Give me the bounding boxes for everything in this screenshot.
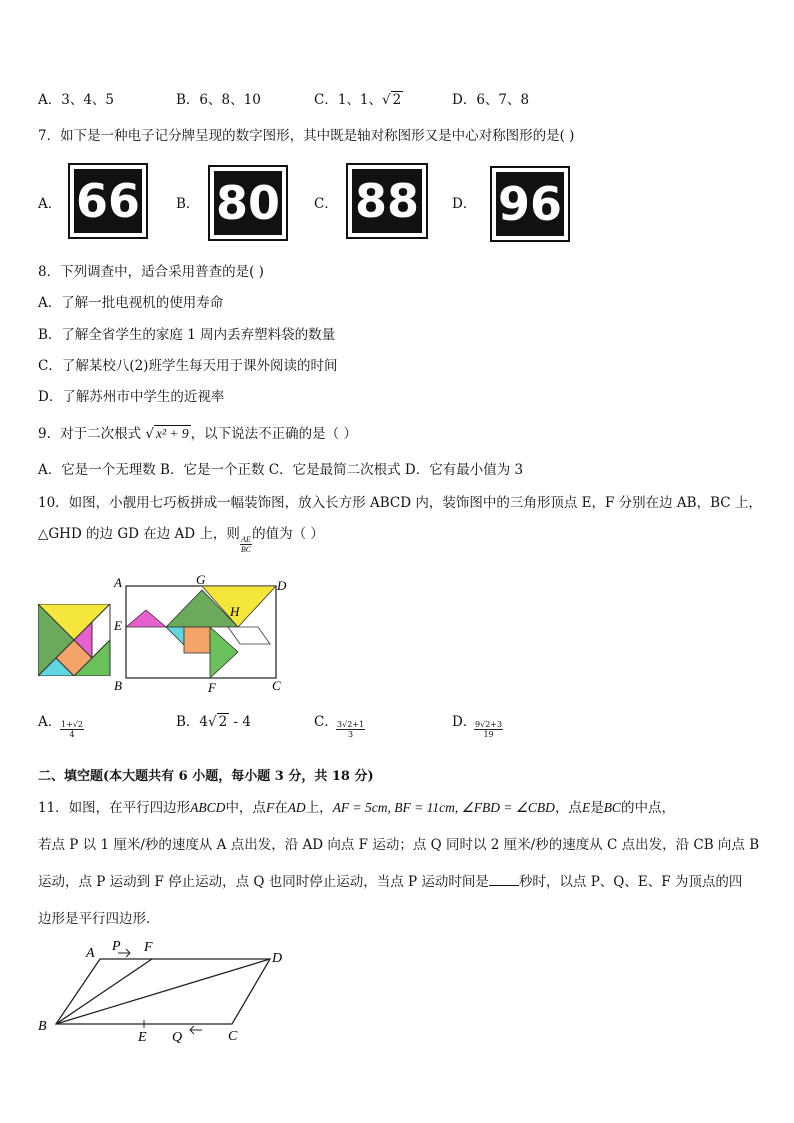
q7-stem: 7．如下是一种电子记分牌呈现的数字图形，其中既是轴对称图形又是中心对称图形的是( ) (38, 128, 575, 144)
q7-option-a-digits: 66 (75, 174, 140, 228)
q11-line3-a: 运动，点 P 运动到 F 停止运动，点 Q 也同时停止运动，当点 P 运动时间是 (38, 874, 489, 890)
q10-option-a-label: A． (38, 714, 62, 730)
label-e: E (114, 618, 122, 633)
q10-tangram-square (38, 604, 112, 676)
q11-f: F (265, 800, 275, 815)
label-g: G (196, 572, 206, 587)
label-c: C (228, 1029, 238, 1044)
q9-stem-suffix: ，以下说法不正确的是（ ） (190, 426, 357, 442)
decor-cyan-triangle (166, 627, 184, 645)
q11-line1-b: 中，点 (225, 800, 266, 816)
q10-option-d-den: 19 (483, 730, 494, 739)
q11-answer-blank[interactable] (489, 873, 519, 886)
q10-fraction (240, 535, 252, 554)
q11-line3 (38, 870, 742, 890)
q10-option-b-radicand: 2 (218, 714, 228, 730)
q10-option-a-num: 1+√2 (61, 720, 83, 729)
label-d: D (277, 578, 287, 593)
q10-option-d-frac (474, 720, 503, 739)
label-e: E (138, 1030, 147, 1045)
segment-bf (56, 959, 152, 1024)
q6-option-c (314, 88, 403, 108)
q6-option-c-radicand: 2 (392, 92, 402, 108)
label-f: F (208, 680, 216, 695)
q6-option-c-prefix: C．1、1、 (314, 92, 383, 108)
q7-option-b-digits: 80 (215, 176, 280, 230)
q10-option-b-sqrt: √ 2 (208, 714, 228, 730)
q6-option-c-sqrt: √ 2 (382, 92, 402, 108)
q11-line2: 若点 P 以 1 厘米/秒的速度从 A 点出发，沿 AD 向点 F 运动；点 Q 同时以 2 厘米/秒的速度从 C 点出发，沿 CB 向点 B (38, 837, 760, 853)
q11-line4: 边形是平行四边形． (38, 911, 160, 927)
decor-white-parallelogram (228, 627, 270, 644)
q10-line2-suffix: 的值为（ ） (252, 526, 324, 542)
q7-option-d-label: D． (452, 196, 477, 212)
q6-option-b: B．6、8、10 (176, 92, 261, 108)
q10-option-a-frac (60, 720, 84, 739)
q10-option-c-label: C． (314, 714, 338, 730)
label-b: B (114, 678, 122, 693)
q6-option-a: A．3、4、5 (38, 92, 115, 108)
q11-line1-d: 上， (305, 800, 333, 816)
q10-option-d-label: D． (452, 714, 477, 730)
q10-option-a-den: 4 (69, 730, 75, 739)
label-h: H (230, 604, 240, 619)
q8-option-b: B．了解全省学生的家庭 1 周内丢弃塑料袋的数量 (38, 327, 336, 343)
q10-fraction-den: BC (240, 545, 252, 554)
q11-line1-e: ，点 (554, 800, 582, 816)
q7-option-d-digits: 96 (497, 177, 562, 231)
q11-line1-f2: 是 (590, 800, 604, 816)
q11-line1-a: 11．如图，在平行四边形 (38, 800, 191, 816)
q9-stem-prefix: 9．对于二次根式 (38, 426, 142, 442)
q11-ad: AD (287, 800, 306, 815)
q11-bc: BC (603, 800, 621, 815)
label-f: F (144, 940, 153, 955)
q7-option-a-label: A． (38, 196, 62, 212)
q10-option-b-coef: 4 (199, 714, 209, 730)
q10-option-c-frac (336, 720, 365, 739)
decor-magenta-triangle (126, 610, 166, 627)
q7-option-a-card (68, 163, 148, 239)
q11-line1-c: 在 (274, 800, 288, 816)
q11-line1 (38, 796, 675, 816)
q9-sqrt: √ x² + 9 (145, 426, 189, 442)
q8-option-d: D．了解苏州市中学生的近视率 (38, 389, 225, 405)
q10-line2 (38, 522, 324, 554)
q8-option-a: A．了解一批电视机的使用寿命 (38, 295, 224, 311)
q7-option-c-card (346, 163, 428, 239)
q7-option-b-card (208, 165, 288, 241)
q11-line3-b: 秒时，以点 P、Q、E、F 为顶点的四 (518, 874, 743, 890)
q8-option-c: C．了解某校八(2)班学生每天用于课外阅读的时间 (38, 358, 338, 374)
label-b: B (38, 1019, 47, 1034)
q10-line1: 10．如图，小靓用七巧板拼成一幅装饰图，放入长方形 ABCD 内，装饰图中的三角形顶点 E，F 分别在边 AB，BC 上， (38, 495, 762, 511)
q10-fraction-num: AE (241, 535, 251, 544)
q10-option-c-den: 3 (347, 730, 354, 739)
q7-option-b-label: B． (176, 196, 200, 212)
q7-option-c-digits: 88 (354, 174, 419, 228)
decor-orange-square (184, 627, 210, 653)
q7-option-d-card (490, 166, 570, 242)
section2-title: 二、填空题(本大题共有 6 小题，每小题 3 分，共 18 分) (38, 769, 374, 784)
q10-rectangle-figure (110, 572, 290, 696)
label-a: A (114, 575, 122, 590)
q10-option-b-label: B． (176, 714, 200, 730)
q11-line1-g: 的中点， (620, 800, 675, 816)
label-c: C (272, 678, 281, 693)
label-p: P (112, 939, 121, 954)
label-a: A (86, 946, 95, 961)
q6-option-d: D．6、7、8 (452, 92, 530, 108)
q7-option-c-label: C． (314, 196, 338, 212)
q11-abcd: ABCD (190, 800, 226, 815)
q11-condition: AF = 5cm, BF = 11cm, ∠FBD = ∠CBD (332, 800, 555, 815)
q9-stem (38, 422, 357, 442)
q10-option-d-num: 9√2+3 (475, 720, 503, 729)
q8-stem: 8．下列调查中，适合采用普查的是( ) (38, 264, 264, 280)
q11-parallelogram-figure (34, 936, 294, 1046)
label-d: D (272, 951, 283, 966)
q10-option-b-tail: - 4 (229, 714, 251, 730)
q10-line2-prefix: △GHD 的边 GD 在边 AD 上，则 (38, 526, 240, 542)
q10-option-c-num: 3√2+1 (337, 720, 365, 729)
q11-pe: E (581, 800, 591, 815)
q9-options: A．它是一个无理数 B．它是一个正数 C．它是最简二次根式 D．它有最小值为 3 (38, 462, 524, 478)
label-q: Q (172, 1030, 183, 1045)
q9-radicand: x² + 9 (156, 426, 189, 441)
q10-option-b (176, 710, 251, 730)
